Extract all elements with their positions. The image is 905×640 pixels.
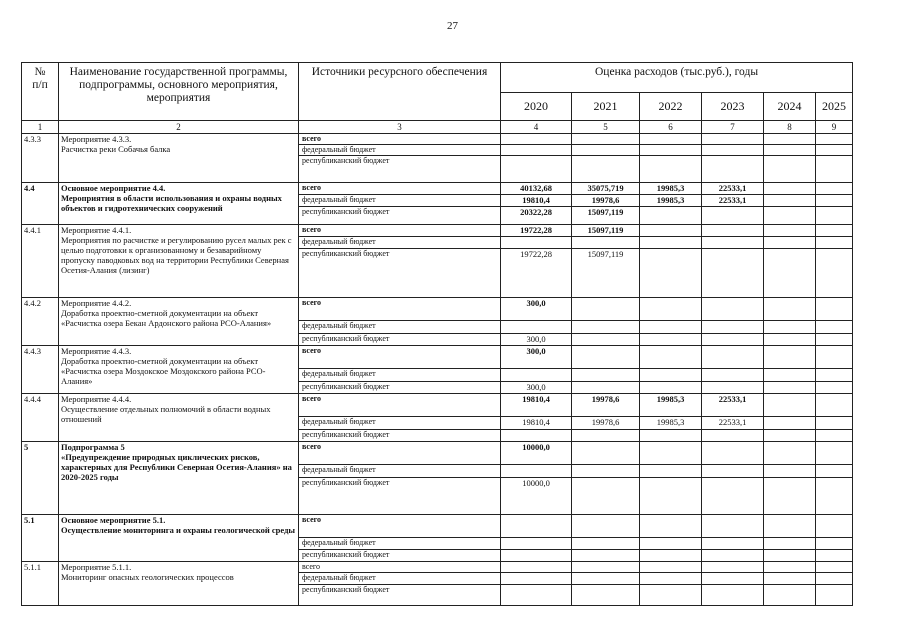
amount-cell (640, 382, 702, 394)
item-number: 4.4.2 (22, 298, 59, 346)
amount-cell (702, 156, 764, 183)
table-row (22, 225, 853, 237)
amount-cell (572, 156, 640, 183)
amount-cell: 19722,28 (501, 225, 572, 237)
amount-cell (702, 145, 764, 156)
amount-cell (640, 249, 702, 298)
amount-cell (501, 550, 572, 562)
amount-cell (702, 430, 764, 442)
amount-cell (816, 442, 853, 465)
column-number: 4 (501, 121, 572, 134)
header-sources-label: Источники ресурсного обеспечения (311, 66, 488, 78)
amount-cell (640, 346, 702, 369)
funding-source: федеральный бюджет (299, 321, 501, 334)
amount-cell (501, 573, 572, 585)
amount-cell (572, 550, 640, 562)
amount-cell: 19985,3 (640, 417, 702, 430)
year-header: 2020 (501, 92, 572, 120)
amount-cell (764, 417, 816, 430)
amount-cell (640, 465, 702, 478)
header-sources (299, 63, 501, 121)
amount-cell (640, 237, 702, 249)
funding-source: всего (299, 225, 501, 237)
amount-cell (816, 207, 853, 225)
amount-cell (702, 369, 764, 382)
amount-cell (816, 298, 853, 321)
amount-cell (764, 369, 816, 382)
column-number: 9 (816, 121, 853, 134)
amount-cell (640, 538, 702, 550)
item-number: 4.3.3 (22, 134, 59, 183)
amount-cell (501, 430, 572, 442)
amount-cell: 10000,0 (501, 478, 572, 515)
amount-cell (702, 585, 764, 606)
item-name: Мероприятие 4.4.4. Осуществление отдельных полномочий в области водных отношений (59, 394, 299, 442)
amount-cell: 35075,719 (572, 183, 640, 195)
amount-cell (816, 382, 853, 394)
amount-cell (702, 249, 764, 298)
amount-cell (816, 334, 853, 346)
amount-cell (702, 134, 764, 145)
table-row (22, 183, 853, 195)
amount-cell: 19985,3 (640, 394, 702, 417)
table-body (22, 134, 853, 606)
amount-cell (764, 515, 816, 538)
amount-cell (501, 237, 572, 249)
amount-cell (640, 134, 702, 145)
table-row (22, 394, 853, 417)
amount-cell (816, 156, 853, 183)
amount-cell: 20322,28 (501, 207, 572, 225)
amount-cell: 19985,3 (640, 183, 702, 195)
amount-cell (501, 562, 572, 573)
amount-cell (816, 573, 853, 585)
amount-cell (501, 369, 572, 382)
amount-cell (764, 538, 816, 550)
funding-source: всего (299, 134, 501, 145)
funding-source: республиканский бюджет (299, 249, 501, 298)
year-header: 2021 (572, 92, 640, 120)
amount-cell (572, 321, 640, 334)
amount-cell (572, 382, 640, 394)
amount-cell: 19722,28 (501, 249, 572, 298)
funding-source: всего (299, 562, 501, 573)
column-number: 2 (59, 121, 299, 134)
amount-cell: 40132,68 (501, 183, 572, 195)
year-header: 2022 (640, 92, 702, 120)
funding-source: республиканский бюджет (299, 585, 501, 606)
amount-cell (640, 430, 702, 442)
funding-source: всего (299, 394, 501, 417)
amount-cell (640, 334, 702, 346)
column-number: 3 (299, 121, 501, 134)
year-header: 2023 (702, 92, 764, 120)
amount-cell (702, 334, 764, 346)
item-number: 5.1.1 (22, 562, 59, 606)
amount-cell (640, 145, 702, 156)
expenses-table (21, 62, 853, 606)
amount-cell (816, 585, 853, 606)
amount-cell (764, 442, 816, 465)
item-name: Мероприятие 5.1.1. Мониторинг опасных геологических процессов (59, 562, 299, 606)
amount-cell (764, 237, 816, 249)
funding-source: федеральный бюджет (299, 465, 501, 478)
amount-cell (640, 515, 702, 538)
amount-cell: 15097,119 (572, 249, 640, 298)
amount-cell (572, 298, 640, 321)
amount-cell (702, 573, 764, 585)
amount-cell (764, 156, 816, 183)
amount-cell (640, 369, 702, 382)
amount-cell (501, 321, 572, 334)
amount-cell (816, 417, 853, 430)
amount-cell (816, 321, 853, 334)
item-name: Мероприятие 4.4.1. Мероприятия по расчистке и регулированию русел малых рек с целью подготовки к организованному и безаварийному пропуску паводковых вод на территории Республики Северная Осетия-Алания (лизинг) (59, 225, 299, 298)
amount-cell (572, 585, 640, 606)
amount-cell (640, 225, 702, 237)
item-number: 4.4 (22, 183, 59, 225)
amount-cell (816, 394, 853, 417)
amount-cell (572, 465, 640, 478)
funding-source: федеральный бюджет (299, 195, 501, 207)
column-number: 7 (702, 121, 764, 134)
funding-source: федеральный бюджет (299, 145, 501, 156)
funding-source: всего (299, 346, 501, 369)
year-header: 2025 (816, 92, 853, 120)
amount-cell (702, 225, 764, 237)
item-name: Мероприятие 4.4.3. Доработка проектно-сметной документации на объект «Расчистка озера Моздокское Моздокского района РСО-Алания» (59, 346, 299, 394)
item-name: Мероприятие 4.4.2. Доработка проектно-сметной документации на объект «Расчистка озера Бекан Ардонского района РСО-Алания» (59, 298, 299, 346)
amount-cell (764, 394, 816, 417)
amount-cell (764, 195, 816, 207)
funding-source: всего (299, 298, 501, 321)
amount-cell (816, 346, 853, 369)
funding-source: всего (299, 515, 501, 538)
amount-cell (572, 134, 640, 145)
amount-cell (764, 225, 816, 237)
item-number: 4.4.1 (22, 225, 59, 298)
amount-cell (764, 550, 816, 562)
amount-cell: 19978,6 (572, 417, 640, 430)
amount-cell (501, 465, 572, 478)
table-row (22, 442, 853, 465)
amount-cell (764, 346, 816, 369)
header-name (59, 63, 299, 121)
amount-cell (572, 515, 640, 538)
amount-cell (764, 430, 816, 442)
amount-cell (764, 382, 816, 394)
amount-cell (702, 346, 764, 369)
amount-cell (816, 369, 853, 382)
header-estimate-label: Оценка расходов (тыс.руб.), годы (595, 66, 759, 78)
amount-cell (640, 478, 702, 515)
amount-cell (572, 562, 640, 573)
amount-cell (702, 550, 764, 562)
amount-cell (816, 249, 853, 298)
funding-source: федеральный бюджет (299, 538, 501, 550)
funding-source: республиканский бюджет (299, 430, 501, 442)
amount-cell (501, 538, 572, 550)
amount-cell: 22533,1 (702, 417, 764, 430)
table-row (22, 562, 853, 573)
column-number: 8 (764, 121, 816, 134)
amount-cell: 300,0 (501, 382, 572, 394)
year-header: 2024 (764, 92, 816, 120)
table-row (22, 134, 853, 145)
amount-cell (702, 382, 764, 394)
amount-cell: 15097,119 (572, 207, 640, 225)
amount-cell (501, 515, 572, 538)
amount-cell (640, 298, 702, 321)
amount-cell (764, 465, 816, 478)
amount-cell (764, 478, 816, 515)
amount-cell (764, 183, 816, 195)
funding-source: республиканский бюджет (299, 207, 501, 225)
table-row (22, 515, 853, 538)
item-name: Основное мероприятие 5.1. Осуществление мониторинга и охраны геологической среды (59, 515, 299, 562)
amount-cell (501, 585, 572, 606)
item-name: Основное мероприятие 4.4. Мероприятия в области использования и охраны водных объектов и гидротехнических сооружений (59, 183, 299, 225)
amount-cell (501, 145, 572, 156)
amount-cell (764, 562, 816, 573)
amount-cell (764, 134, 816, 145)
amount-cell (816, 237, 853, 249)
page-number: 27 (447, 20, 458, 32)
amount-cell (764, 145, 816, 156)
amount-cell (816, 465, 853, 478)
funding-source: федеральный бюджет (299, 417, 501, 430)
amount-cell (816, 183, 853, 195)
item-number: 5 (22, 442, 59, 515)
amount-cell (702, 207, 764, 225)
amount-cell: 10000,0 (501, 442, 572, 465)
header-num (22, 63, 59, 121)
amount-cell (640, 321, 702, 334)
amount-cell (572, 430, 640, 442)
item-number: 5.1 (22, 515, 59, 562)
amount-cell (572, 442, 640, 465)
item-number: 4.4.4 (22, 394, 59, 442)
amount-cell (640, 573, 702, 585)
amount-cell (702, 321, 764, 334)
funding-source: федеральный бюджет (299, 237, 501, 249)
funding-source: республиканский бюджет (299, 478, 501, 515)
amount-cell: 300,0 (501, 346, 572, 369)
funding-source: республиканский бюджет (299, 550, 501, 562)
amount-cell (572, 478, 640, 515)
amount-cell (640, 550, 702, 562)
amount-cell (816, 550, 853, 562)
amount-cell (702, 298, 764, 321)
amount-cell (816, 134, 853, 145)
amount-cell: 19810,4 (501, 195, 572, 207)
amount-cell (501, 134, 572, 145)
amount-cell (702, 465, 764, 478)
amount-cell (816, 538, 853, 550)
item-name: Мероприятие 4.3.3. Расчистка реки Собачья балка (59, 134, 299, 183)
amount-cell (816, 515, 853, 538)
amount-cell (764, 334, 816, 346)
amount-cell: 19810,4 (501, 394, 572, 417)
amount-cell: 22533,1 (702, 394, 764, 417)
amount-cell: 15097,119 (572, 225, 640, 237)
amount-cell: 22533,1 (702, 183, 764, 195)
table-row (22, 346, 853, 369)
amount-cell (572, 237, 640, 249)
funding-source: республиканский бюджет (299, 382, 501, 394)
funding-source: федеральный бюджет (299, 369, 501, 382)
header-estimate (501, 63, 853, 93)
amount-cell (501, 156, 572, 183)
amount-cell (572, 145, 640, 156)
funding-source: республиканский бюджет (299, 334, 501, 346)
amount-cell (572, 538, 640, 550)
column-number: 6 (640, 121, 702, 134)
amount-cell (640, 207, 702, 225)
header-name-label: Наименование государственной программы, подпрограммы, основного мероприятия, мероприятия (69, 66, 288, 104)
amount-cell (816, 225, 853, 237)
amount-cell (640, 442, 702, 465)
funding-source: всего (299, 183, 501, 195)
amount-cell (764, 573, 816, 585)
amount-cell (702, 442, 764, 465)
amount-cell (816, 430, 853, 442)
amount-cell (702, 562, 764, 573)
amount-cell: 300,0 (501, 334, 572, 346)
amount-cell: 19978,6 (572, 195, 640, 207)
amount-cell (764, 249, 816, 298)
amount-cell (702, 515, 764, 538)
amount-cell (640, 585, 702, 606)
amount-cell (816, 562, 853, 573)
amount-cell (640, 156, 702, 183)
amount-cell (764, 207, 816, 225)
amount-cell (702, 538, 764, 550)
amount-cell (764, 585, 816, 606)
item-name: Подпрограмма 5 «Предупреждение природных циклических рисков, характерных для Республики Северная Осетия-Алания» на 2020-2025 годы (59, 442, 299, 515)
column-number-row (22, 121, 853, 134)
amount-cell: 19810,4 (501, 417, 572, 430)
amount-cell (572, 346, 640, 369)
amount-cell (764, 298, 816, 321)
amount-cell (816, 478, 853, 515)
amount-cell: 22533,1 (702, 195, 764, 207)
amount-cell (702, 478, 764, 515)
amount-cell: 19985,3 (640, 195, 702, 207)
amount-cell (572, 334, 640, 346)
amount-cell: 19978,6 (572, 394, 640, 417)
funding-source: всего (299, 442, 501, 465)
column-number: 5 (572, 121, 640, 134)
header-num-label: № п/п (32, 66, 48, 91)
amount-cell: 300,0 (501, 298, 572, 321)
table-row (22, 298, 853, 321)
amount-cell (640, 562, 702, 573)
funding-source: федеральный бюджет (299, 573, 501, 585)
amount-cell (702, 237, 764, 249)
amount-cell (816, 145, 853, 156)
amount-cell (764, 321, 816, 334)
amount-cell (572, 369, 640, 382)
column-number: 1 (22, 121, 59, 134)
amount-cell (816, 195, 853, 207)
amount-cell (572, 573, 640, 585)
item-number: 4.4.3 (22, 346, 59, 394)
funding-source: республиканский бюджет (299, 156, 501, 183)
